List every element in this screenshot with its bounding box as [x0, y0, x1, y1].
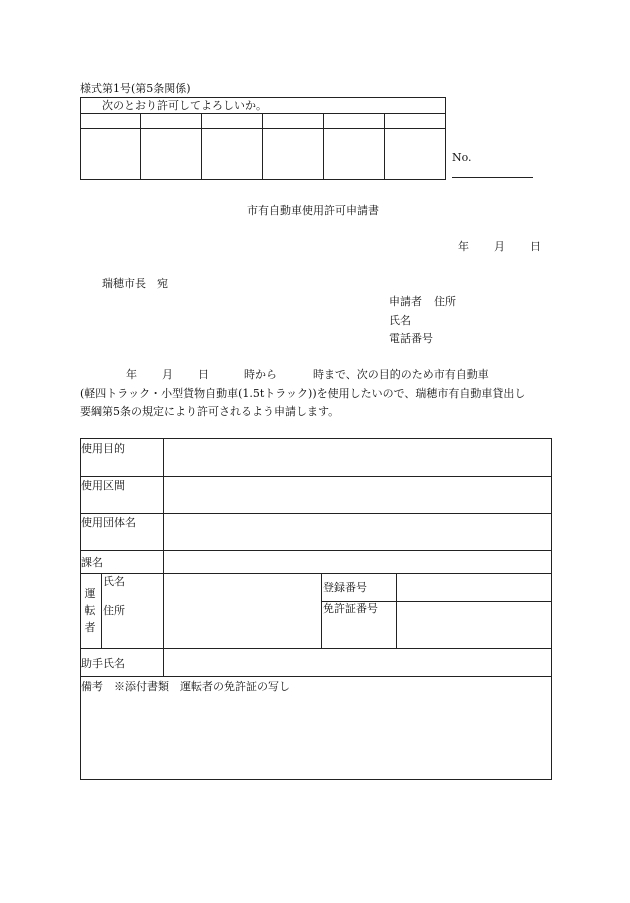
assistant-name-label: 助手氏名 — [81, 657, 125, 670]
remarks-label: 備考 ※添付書類 運転者の免許証の写し — [81, 680, 290, 693]
group-label: 使用団体名 — [81, 516, 136, 529]
purpose-label: 使用目的 — [81, 442, 125, 455]
body-day: 日 — [198, 368, 209, 381]
applicant-address-label: 住所 — [434, 295, 456, 308]
body-from: 時から — [244, 368, 277, 381]
date-year-label: 年 — [458, 240, 469, 253]
date-day-label: 日 — [530, 240, 541, 253]
no-label: No. — [452, 151, 472, 164]
body-month: 月 — [162, 368, 173, 381]
body-line-2: (軽四トラック・小型貨物自動車(1.5tトラック))を使用したいので、瑞穂市有自動車貸出し — [80, 387, 526, 400]
license-number-label: 免許証番号 — [323, 602, 378, 615]
body-to-purpose: 時まで、次の目的のため市有自動車 — [313, 368, 489, 381]
driver-name-label: 氏名 — [103, 575, 125, 588]
driver-address-label: 住所 — [103, 604, 125, 617]
applicant-phone-label: 電話番号 — [389, 332, 433, 345]
form-number: 様式第1号(第5条関係) — [80, 82, 191, 95]
applicant-label: 申請者 — [389, 295, 422, 308]
document-title: 市有自動車使用許可申請書 — [247, 204, 379, 217]
no-underline — [452, 177, 533, 178]
driver-label: 運転者 — [84, 587, 96, 634]
body-year: 年 — [126, 368, 137, 381]
body-line-3: 要綱第5条の規定により許可されるよう申請します。 — [80, 405, 340, 418]
approval-header: 次のとおり許可してよろしいか。 — [102, 99, 267, 112]
date-month-label: 月 — [494, 240, 505, 253]
department-label: 課名 — [81, 556, 103, 569]
section-label: 使用区間 — [81, 479, 125, 492]
applicant-name-label: 氏名 — [389, 314, 411, 327]
addressee: 瑞穂市長 宛 — [102, 277, 168, 290]
registration-number-label: 登録番号 — [323, 581, 367, 594]
